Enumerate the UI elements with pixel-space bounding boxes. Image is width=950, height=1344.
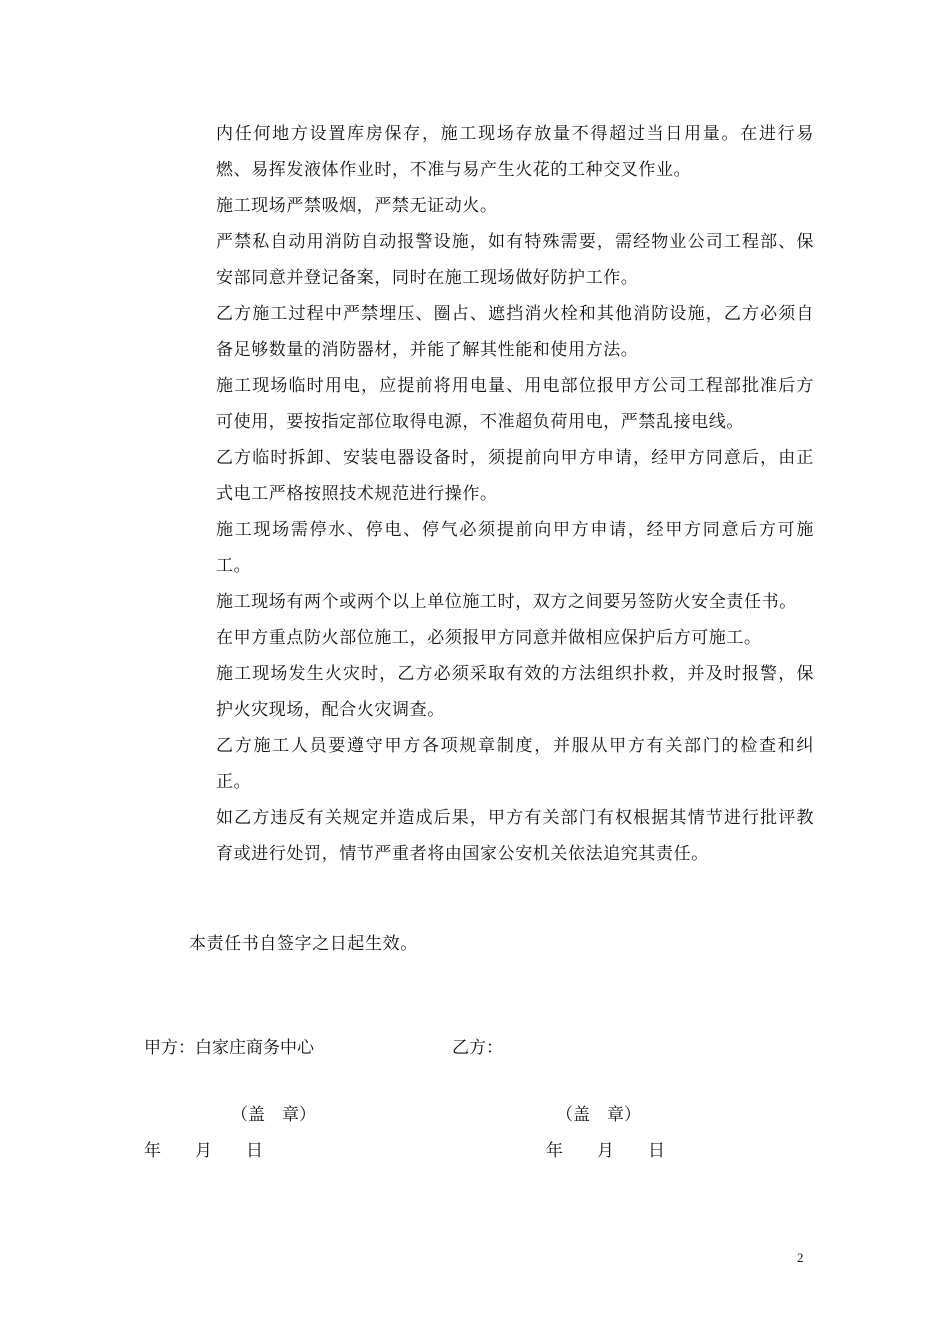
clause-list (216, 116, 814, 872)
party-a-seal: （盖 章） (231, 1105, 316, 1125)
clause-item: 严禁私自动用消防自动报警设施，如有特殊需要，需经物业公司工程部、保安部同意并登记备案，同时在施工现场做好防护工作。 (216, 232, 814, 288)
party-a-label: 甲方：白家庄商务中心 (144, 1038, 314, 1058)
clause-item: 乙方临时拆卸、安装电器设备时，须提前向甲方申请，经甲方同意后，由正式电工严格按照技术规范进行操作。 (216, 448, 814, 504)
party-b-label: 乙方： (452, 1038, 503, 1058)
clause-item: 乙方施工过程中严禁埋压、圈占、遮挡消火栓和其他消防设施，乙方必须自备足够数量的消防器材，并能了解其性能和使用方法。 (216, 304, 814, 360)
clause-item: 如乙方违反有关规定并造成后果，甲方有关部门有权根据其情节进行批评教育或进行处罚，情节严重者将由国家公安机关依法追究其责任。 (216, 808, 814, 864)
page-number: 2 (797, 1250, 804, 1265)
clause-item: 施工现场有两个或两个以上单位施工时，双方之间要另签防火安全责任书。 (216, 592, 797, 612)
clause-item: 施工现场需停水、停电、停气必须提前向甲方申请，经甲方同意后方可施工。 (216, 520, 814, 576)
party-a-date: 年 月 日 (144, 1141, 263, 1161)
clause-item: 内任何地方设置库房保存，施工现场存放量不得超过当日用量。在进行易燃、易挥发液体作业时，不准与易产生火花的工种交叉作业。 (216, 124, 814, 180)
clause-item: 在甲方重点防火部位施工，必须报甲方同意并做相应保护后方可施工。 (216, 628, 762, 648)
party-b-seal: （盖 章） (556, 1105, 641, 1125)
clause-item: 施工现场临时用电，应提前将用电量、用电部位报甲方公司工程部批准后方可使用，要按指定部位取得电源，不准超负荷用电，严禁乱接电线。 (216, 376, 814, 432)
effective-statement: 本责任书自签字之日起生效。 (189, 934, 418, 954)
clause-item: 施工现场严禁吸烟，严禁无证动火。 (216, 196, 498, 216)
clause-item: 乙方施工人员要遵守甲方各项规章制度，并服从甲方有关部门的检查和纠正。 (216, 736, 814, 792)
party-b-date: 年 月 日 (546, 1141, 665, 1161)
clause-item: 施工现场发生火灾时，乙方必须采取有效的方法组织扑救，并及时报警，保护火灾现场，配合火灾调查。 (216, 664, 814, 720)
